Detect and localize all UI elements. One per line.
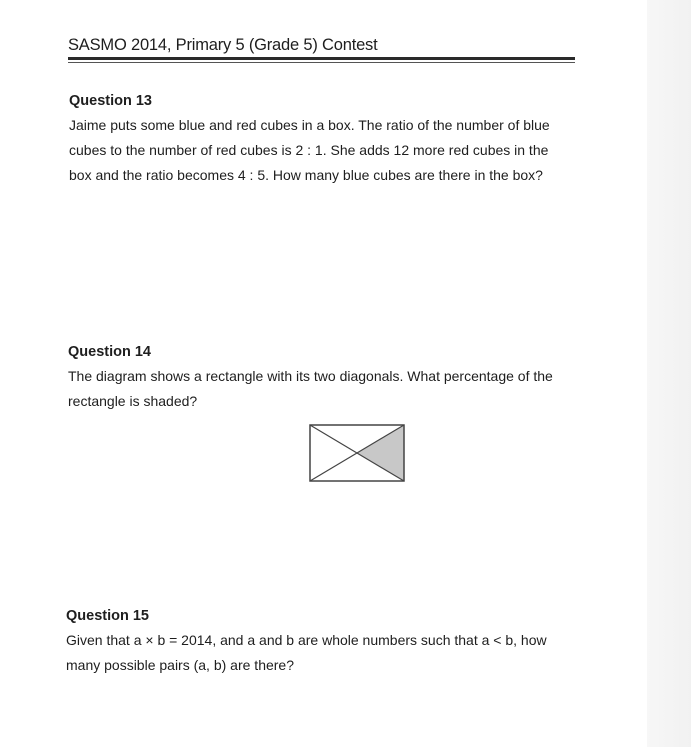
question-title: Question 15 — [66, 608, 149, 624]
rectangle-diagonals-diagram — [307, 422, 407, 484]
question-line: rectangle is shaded? — [68, 393, 198, 409]
question-text — [68, 364, 553, 414]
page-edge-shadow — [647, 0, 691, 747]
question-title: Question 14 — [68, 344, 151, 360]
question-line: cubes to the number of red cubes is 2 : 1. She adds 12 more red cubes in the — [69, 142, 549, 158]
header-rule-thin — [68, 62, 575, 63]
question-line: box and the ratio becomes 4 : 5. How many blue cubes are there in the box? — [69, 167, 543, 183]
question-line: The diagram shows a rectangle with its two diagonals. What percentage of the — [68, 368, 553, 384]
question-13 — [69, 93, 550, 188]
question-text — [66, 628, 547, 678]
question-14 — [68, 344, 553, 414]
question-title: Question 13 — [69, 93, 152, 109]
header-rule — [68, 57, 575, 60]
question-line: Given that a × b = 2014, and a and b are whole numbers such that a < b, how — [66, 632, 547, 648]
question-15 — [66, 608, 547, 678]
shaded-triangle — [357, 425, 404, 481]
question-line: Jaime puts some blue and red cubes in a box. The ratio of the number of blue — [69, 117, 550, 133]
page-header-title: SASMO 2014, Primary 5 (Grade 5) Contest — [68, 36, 378, 54]
question-text — [69, 113, 550, 188]
question-line: many possible pairs (a, b) are there? — [66, 657, 294, 673]
